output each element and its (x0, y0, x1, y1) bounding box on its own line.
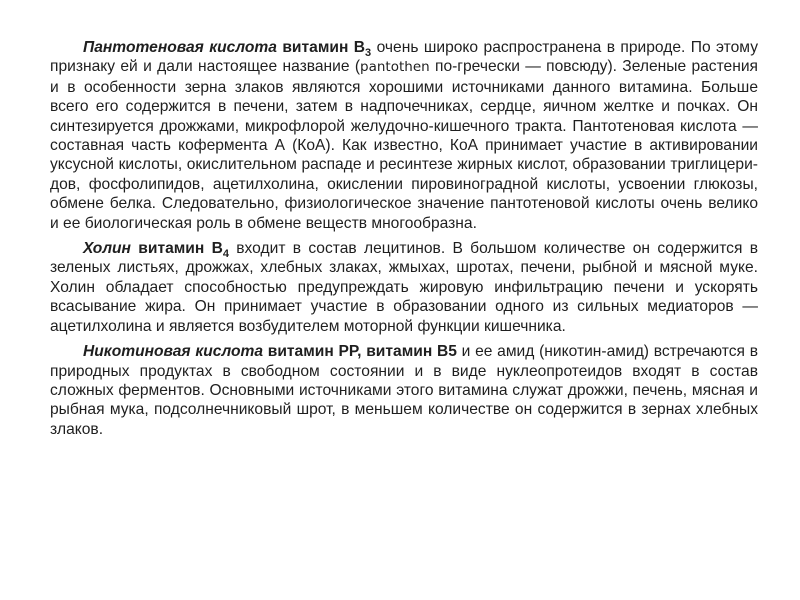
paragraph-text-continued: по-гречески — повсюду). Зеленые растения и в особенности зерна злаков являются хорошими источниками данного витамина. Больше всего его содержится в печени, затем в надпочечниках, сердце, яичном желтке и почках. Он синтезируется дрожжами, микрофлорой желудочно-кишечного тракта. Пантотеновая кислота — составная часть кофермента А (КоА). Как известно, КоА принимает участие в активировании уксусной кислоты, окислительном распаде и ресинтезе жирных кислот, образовании триглицери-дов, фосфолипидов, ацетилхолина, окислении пировиноградной кислоты, усвоении глюкозы, обмене белка. Следовательно, физиологическое значение пантотеновой кислоты очень велико и ее биологическая роль в обмене веществ многообразна. (50, 58, 758, 232)
vitamin-label-b4 (130, 240, 229, 261)
latin-word: pantothen (360, 59, 430, 76)
vitamin-subscript: 3 (365, 47, 372, 59)
paragraph-text: очень широко распространена в природе. По этому признаку ей и дали настоящее название ( (50, 39, 759, 76)
vitamin-word: витамин В (276, 39, 366, 56)
document-page (50, 38, 758, 441)
paragraph-nicotinic-acid (50, 342, 758, 439)
paragraph-pantothenic-acid (50, 38, 758, 233)
paragraph-text: входит в состав лецитинов. В большом количестве он содержится в зеленых листьях, дрожжах, хлебных злаках, жмыхах, шротах, печени, рыбной и мясной муке. Холин обладает способностью предупреждать жировую инфильтрацию печени и ускорять всасывание жира. Он принимает участие в образовании одного из сильных медиаторов — ацетилхолина и является возбудителем моторной функции кишечника. (50, 240, 759, 335)
paragraph-text: и ее амид (никотин-амид) встречаются в природных продуктах в свободном состоянии и в виде нуклеопротеидов входят в состав сложных ферментов. Основными источниками этого витамина служат дрожжи, печень, мясная и рыбная мука, подсолнечниковый шрот, в меньшем количестве он содержится в зернах хлебных злаков. (50, 343, 758, 438)
vitamin-label-pp-b5: витамин РР, витамин В5 (263, 343, 457, 361)
term-nicotinic-acid: Никотиновая кислота (83, 343, 264, 361)
vitamin-label-b3 (276, 39, 372, 59)
term-pantothenic-acid: Пантотеновая кислота (83, 39, 277, 56)
vitamin-word: витамин В (130, 240, 223, 258)
paragraph-choline (50, 239, 758, 336)
term-choline: Холин (83, 240, 131, 258)
vitamin-subscript: 4 (222, 248, 229, 261)
